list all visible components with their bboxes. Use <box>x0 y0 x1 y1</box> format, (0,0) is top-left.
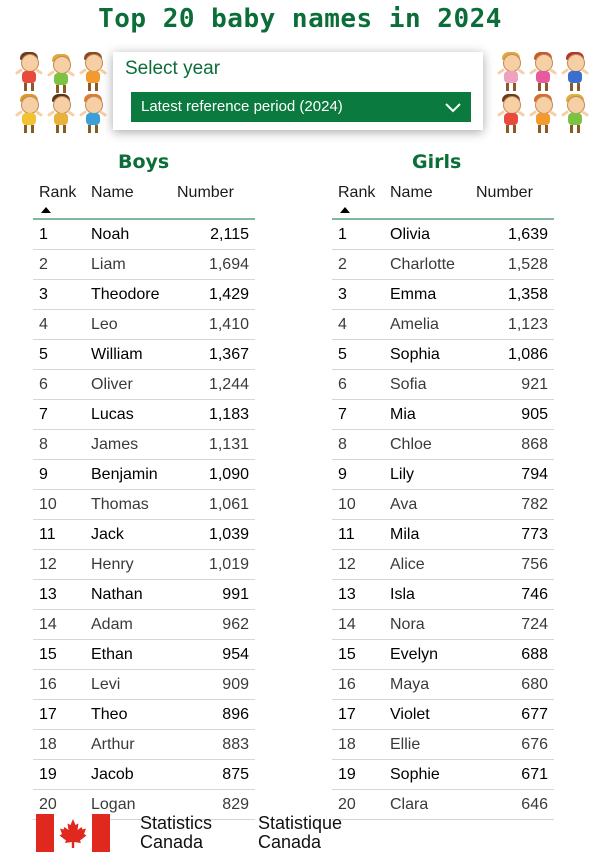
rank-cell: 12 <box>332 550 390 580</box>
number-cell: 1,019 <box>177 550 255 580</box>
name-cell: Chloe <box>390 430 476 460</box>
number-cell: 677 <box>476 700 554 730</box>
rank-cell: 7 <box>332 400 390 430</box>
number-cell: 1,410 <box>177 310 255 340</box>
name-cell: Amelia <box>390 310 476 340</box>
name-cell: Ellie <box>390 730 476 760</box>
chevron-down-icon <box>443 97 463 117</box>
rank-cell: 15 <box>33 640 91 670</box>
canada-flag-icon <box>36 814 110 852</box>
name-cell: Oliver <box>91 370 177 400</box>
rank-column-header[interactable] <box>332 174 390 219</box>
name-cell: Lily <box>390 460 476 490</box>
rank-cell: 13 <box>332 580 390 610</box>
rank-cell: 19 <box>332 760 390 790</box>
name-cell: Liam <box>91 250 177 280</box>
number-cell: 1,061 <box>177 490 255 520</box>
number-cell: 954 <box>177 640 255 670</box>
table-row <box>33 730 255 760</box>
statistique-canada-wordmark <box>258 814 342 852</box>
name-cell: Mia <box>390 400 476 430</box>
number-cell: 1,694 <box>177 250 255 280</box>
kids-clipart-left <box>14 52 110 136</box>
number-cell: 1,183 <box>177 400 255 430</box>
wordmark-en-line1: Statistics <box>140 813 213 833</box>
name-header-label: Name <box>390 184 433 201</box>
boys-table <box>33 174 255 820</box>
number-cell: 1,367 <box>177 340 255 370</box>
number-cell: 671 <box>476 760 554 790</box>
rank-cell: 3 <box>332 280 390 310</box>
number-cell: 2,115 <box>177 219 255 250</box>
table-row <box>332 520 554 550</box>
name-cell: Sophie <box>390 760 476 790</box>
rank-column-header[interactable] <box>33 174 91 219</box>
number-cell: 868 <box>476 430 554 460</box>
name-cell: William <box>91 340 177 370</box>
table-row <box>33 670 255 700</box>
name-cell: Jack <box>91 520 177 550</box>
table-row <box>332 730 554 760</box>
rank-cell: 16 <box>33 670 91 700</box>
table-row <box>33 700 255 730</box>
wordmark-fr-line2: Canada <box>258 832 322 852</box>
number-cell: 782 <box>476 490 554 520</box>
rank-cell: 10 <box>332 490 390 520</box>
rank-cell: 1 <box>332 219 390 250</box>
rank-cell: 7 <box>33 400 91 430</box>
table-row <box>332 760 554 790</box>
number-cell: 1,244 <box>177 370 255 400</box>
rank-cell: 9 <box>332 460 390 490</box>
name-cell: Lucas <box>91 400 177 430</box>
rank-cell: 15 <box>332 640 390 670</box>
table-row <box>33 490 255 520</box>
number-cell: 646 <box>476 790 554 820</box>
number-cell: 1,429 <box>177 280 255 310</box>
number-cell: 1,090 <box>177 460 255 490</box>
rank-cell: 18 <box>332 730 390 760</box>
table-row <box>332 219 554 250</box>
table-row <box>332 340 554 370</box>
year-dropdown-value: Latest reference period (2024) <box>141 98 343 115</box>
table-row <box>332 430 554 460</box>
name-cell: Logan <box>91 790 177 820</box>
name-cell: Ava <box>390 490 476 520</box>
name-cell: Leo <box>91 310 177 340</box>
number-column-header[interactable] <box>476 174 554 219</box>
rank-cell: 5 <box>332 340 390 370</box>
table-row <box>33 610 255 640</box>
kids-clipart-right <box>496 52 592 136</box>
number-cell: 1,639 <box>476 219 554 250</box>
rank-cell: 3 <box>33 280 91 310</box>
name-cell: Adam <box>91 610 177 640</box>
number-cell: 1,358 <box>476 280 554 310</box>
statistics-canada-wordmark <box>140 814 212 852</box>
year-selector-panel <box>113 52 483 130</box>
rank-cell: 1 <box>33 219 91 250</box>
number-cell: 1,086 <box>476 340 554 370</box>
table-row <box>33 580 255 610</box>
rank-cell: 4 <box>33 310 91 340</box>
name-cell: Charlotte <box>390 250 476 280</box>
table-row <box>33 460 255 490</box>
statcan-footer <box>36 810 436 854</box>
name-cell: Benjamin <box>91 460 177 490</box>
rank-cell: 14 <box>33 610 91 640</box>
rank-cell: 18 <box>33 730 91 760</box>
table-row <box>332 400 554 430</box>
girls-table <box>332 174 554 820</box>
number-cell: 1,131 <box>177 430 255 460</box>
name-cell: Clara <box>390 790 476 820</box>
table-row <box>332 580 554 610</box>
table-row <box>33 310 255 340</box>
rank-cell: 6 <box>33 370 91 400</box>
wordmark-fr-line1: Statistique <box>258 813 343 833</box>
rank-cell: 8 <box>33 430 91 460</box>
number-cell: 746 <box>476 580 554 610</box>
name-cell: Violet <box>390 700 476 730</box>
rank-cell: 2 <box>332 250 390 280</box>
name-cell: Isla <box>390 580 476 610</box>
number-cell: 991 <box>177 580 255 610</box>
rank-cell: 13 <box>33 580 91 610</box>
number-cell: 794 <box>476 460 554 490</box>
name-cell: Nora <box>390 610 476 640</box>
number-cell: 773 <box>476 520 554 550</box>
name-cell: Theodore <box>91 280 177 310</box>
name-cell: Olivia <box>390 219 476 250</box>
name-column-header[interactable] <box>91 174 177 219</box>
select-year-label: Select year <box>125 58 221 79</box>
table-row <box>332 640 554 670</box>
table-row <box>332 250 554 280</box>
name-cell: Nathan <box>91 580 177 610</box>
number-cell: 676 <box>476 730 554 760</box>
name-cell: Thomas <box>91 490 177 520</box>
number-cell: 962 <box>177 610 255 640</box>
table-row <box>332 460 554 490</box>
number-cell: 921 <box>476 370 554 400</box>
rank-header-label: Rank <box>338 184 376 201</box>
table-row <box>332 700 554 730</box>
name-cell: Alice <box>390 550 476 580</box>
table-row <box>332 370 554 400</box>
number-cell: 1,123 <box>476 310 554 340</box>
rank-cell: 8 <box>332 430 390 460</box>
number-cell: 875 <box>177 760 255 790</box>
name-cell: Theo <box>91 700 177 730</box>
name-cell: Evelyn <box>390 640 476 670</box>
table-row <box>332 490 554 520</box>
table-row <box>33 640 255 670</box>
table-row <box>332 550 554 580</box>
wordmark-en-line2: Canada <box>140 832 204 852</box>
rank-cell: 17 <box>332 700 390 730</box>
rank-header-label: Rank <box>39 184 77 201</box>
number-cell: 896 <box>177 700 255 730</box>
name-cell: Levi <box>91 670 177 700</box>
table-row <box>332 610 554 640</box>
table-row <box>33 370 255 400</box>
rank-cell: 5 <box>33 340 91 370</box>
name-cell: Henry <box>91 550 177 580</box>
number-header-label: Number <box>177 184 234 201</box>
table-row <box>33 280 255 310</box>
rank-cell: 20 <box>332 790 390 820</box>
name-cell: Mila <box>390 520 476 550</box>
table-row <box>33 760 255 790</box>
name-cell: Jacob <box>91 760 177 790</box>
boys-heading: Boys <box>118 151 170 173</box>
table-row <box>332 280 554 310</box>
name-cell: James <box>91 430 177 460</box>
table-row <box>33 250 255 280</box>
name-cell: Emma <box>390 280 476 310</box>
number-cell: 680 <box>476 670 554 700</box>
number-cell: 829 <box>177 790 255 820</box>
girls-heading: Girls <box>412 151 462 173</box>
year-dropdown[interactable] <box>131 92 471 122</box>
rank-cell: 16 <box>332 670 390 700</box>
rank-cell: 6 <box>332 370 390 400</box>
table-row <box>33 400 255 430</box>
table-row <box>33 340 255 370</box>
number-cell: 688 <box>476 640 554 670</box>
name-cell: Sophia <box>390 340 476 370</box>
rank-cell: 12 <box>33 550 91 580</box>
table-row <box>33 550 255 580</box>
number-cell: 883 <box>177 730 255 760</box>
name-cell: Noah <box>91 219 177 250</box>
rank-cell: 14 <box>332 610 390 640</box>
number-cell: 756 <box>476 550 554 580</box>
name-cell: Maya <box>390 670 476 700</box>
table-row <box>33 219 255 250</box>
rank-cell: 19 <box>33 760 91 790</box>
rank-cell: 2 <box>33 250 91 280</box>
rank-cell: 11 <box>332 520 390 550</box>
rank-cell: 20 <box>33 790 91 820</box>
page-title: Top 20 baby names in 2024 <box>98 4 502 34</box>
rank-cell: 11 <box>33 520 91 550</box>
rank-cell: 10 <box>33 490 91 520</box>
number-column-header[interactable] <box>177 174 255 219</box>
number-header-label: Number <box>476 184 533 201</box>
name-column-header[interactable] <box>390 174 476 219</box>
number-cell: 1,039 <box>177 520 255 550</box>
name-cell: Sofia <box>390 370 476 400</box>
sort-ascending-icon <box>340 207 350 213</box>
table-row <box>332 670 554 700</box>
name-cell: Ethan <box>91 640 177 670</box>
number-cell: 905 <box>476 400 554 430</box>
number-cell: 909 <box>177 670 255 700</box>
number-cell: 724 <box>476 610 554 640</box>
rank-cell: 9 <box>33 460 91 490</box>
table-row <box>332 310 554 340</box>
number-cell: 1,528 <box>476 250 554 280</box>
table-row <box>33 520 255 550</box>
name-header-label: Name <box>91 184 134 201</box>
sort-ascending-icon <box>41 207 51 213</box>
name-cell: Arthur <box>91 730 177 760</box>
table-row <box>33 430 255 460</box>
rank-cell: 17 <box>33 700 91 730</box>
rank-cell: 4 <box>332 310 390 340</box>
